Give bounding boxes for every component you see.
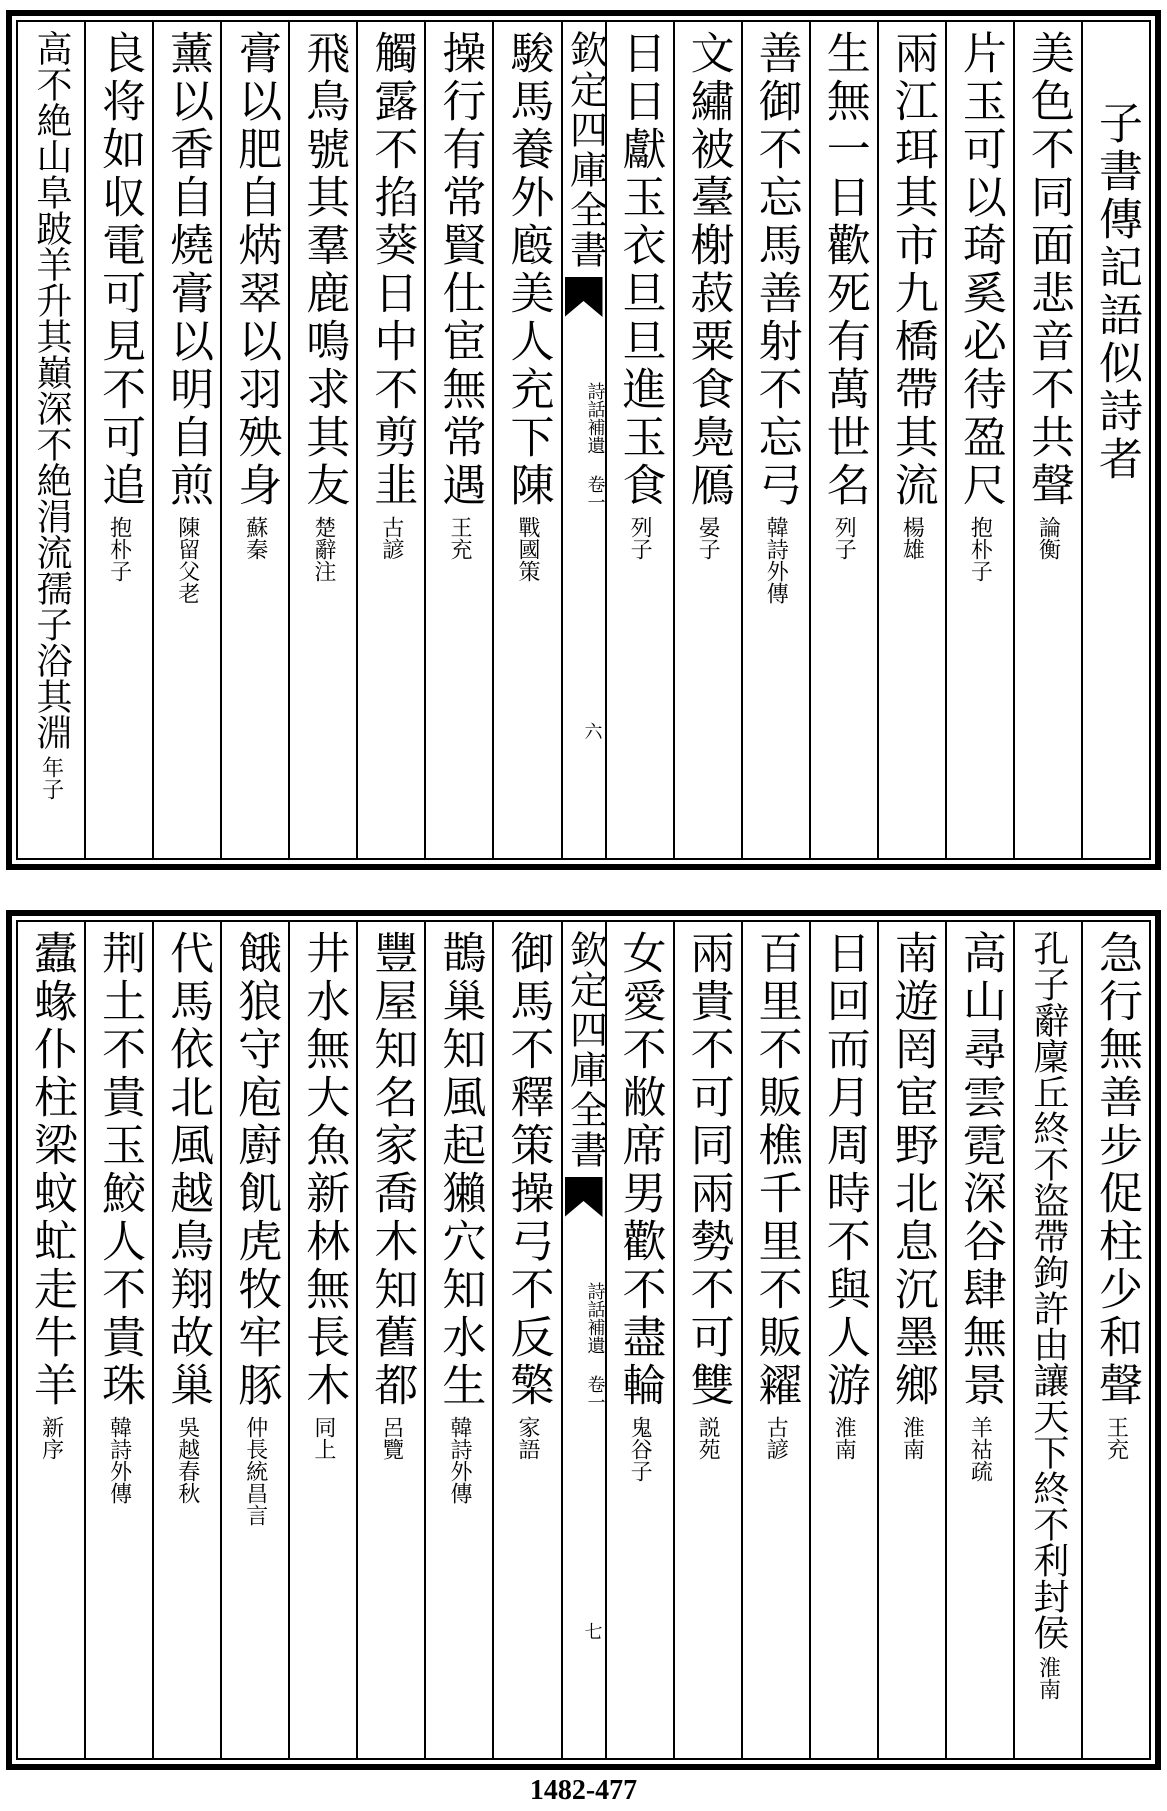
text-column	[492, 22, 560, 858]
column-text: 蠹蝝仆柱梁蚊虻走牛羊	[26, 930, 78, 1410]
column-text: 高山尋雲霓深谷肆無景	[954, 930, 1006, 1410]
center-fold	[561, 22, 608, 858]
source-note: 鬼谷子	[627, 1416, 653, 1482]
text-column	[220, 922, 288, 1758]
column-text: 善御不忘馬善射不忘弓	[750, 30, 802, 510]
text-column	[424, 22, 492, 858]
source-note: 説苑	[695, 1416, 721, 1460]
text-column	[288, 22, 356, 858]
book-title: 欽定四庫全書	[563, 930, 608, 1170]
source-note: 王充	[446, 516, 472, 560]
source-note: 仲長統昌言	[242, 1416, 268, 1526]
text-column	[741, 922, 809, 1758]
source-note: 韓詩外傳	[446, 1416, 472, 1504]
text-column	[877, 22, 945, 858]
text-column	[1081, 22, 1149, 858]
text-column	[356, 922, 424, 1758]
column-text: 高不絶山阜跛羊升其巔深不絶涓流孺子浴其淵	[31, 30, 73, 750]
column-text: 子書傳記語似詩者	[1090, 100, 1142, 484]
center-fold	[561, 922, 608, 1758]
source-note: 蘇秦	[242, 516, 268, 560]
source-note: 楚辭注	[310, 516, 336, 582]
text-column	[492, 922, 560, 1758]
column-text: 孔子辭廩丘終不盜帶鉤許由讓天下終不利封侯	[1027, 930, 1069, 1650]
text-column	[1013, 22, 1081, 858]
column-text: 操行有常賢仕宦無常遇	[434, 30, 486, 510]
page-bottom-frame	[16, 920, 1151, 1760]
source-note: 抱朴子	[967, 516, 993, 582]
source-note: 韓詩外傳	[106, 1416, 132, 1504]
page-number: 六	[581, 722, 603, 740]
column-text: 急行無善步促柱少和聲	[1090, 930, 1142, 1410]
text-column	[220, 22, 288, 858]
column-text: 良将如収電可見不可追	[94, 30, 146, 510]
page-number: 七	[581, 1622, 603, 1640]
text-column	[605, 922, 673, 1758]
source-note: 吳越春秋	[174, 1416, 200, 1504]
column-text: 日日獻玉衣旦旦進玉食	[614, 30, 666, 510]
source-note: 羊祜疏	[967, 1416, 993, 1482]
volume-label: 詩話補遺 卷一	[584, 382, 606, 511]
source-note: 列子	[831, 516, 857, 560]
source-note: 古諺	[763, 1416, 789, 1460]
source-note: 列子	[627, 516, 653, 560]
page-top-frame	[16, 20, 1151, 860]
column-text: 觸露不掐葵日中不剪韭	[366, 30, 418, 510]
column-text: 美色不同面悲音不共聲	[1022, 30, 1074, 510]
catalog-number: 1482-477	[529, 1775, 638, 1806]
column-text: 生無一日歡死有萬世名	[818, 30, 870, 510]
text-column	[605, 22, 673, 858]
column-text: 鵲巢知風起獺穴知水生	[434, 930, 486, 1410]
column-text: 代馬依北風越鳥翔故巢	[162, 930, 214, 1410]
column-text: 豐屋知名家喬木知舊都	[366, 930, 418, 1410]
source-note: 論衡	[1035, 516, 1061, 560]
text-column	[809, 22, 877, 858]
text-column	[673, 22, 741, 858]
column-text: 飛鳥號其羣鹿鳴求其友	[298, 30, 350, 510]
page-bottom	[6, 910, 1161, 1770]
text-column	[1081, 922, 1149, 1758]
text-column	[152, 922, 220, 1758]
fishtail-mark-icon	[565, 1177, 603, 1217]
source-note: 呂覽	[378, 1416, 404, 1460]
volume-label: 詩話補遺 卷一	[584, 1282, 606, 1411]
text-column	[945, 922, 1013, 1758]
text-column	[424, 922, 492, 1758]
column-text: 荆土不貴玉鮫人不貴珠	[94, 930, 146, 1410]
column-text: 井水無大魚新林無長木	[298, 930, 350, 1410]
text-column	[152, 22, 220, 858]
source-note: 陳留父老	[174, 516, 200, 604]
source-note: 晏子	[695, 516, 721, 560]
source-note: 新序	[38, 1416, 64, 1460]
source-note: 淮南	[899, 1416, 925, 1460]
text-column	[18, 22, 84, 858]
column-text: 膏以肥自焫翠以羽殃身	[230, 30, 282, 510]
column-text: 薰以香自燒膏以明自煎	[162, 30, 214, 510]
column-text: 百里不販樵千里不販糴	[750, 930, 802, 1410]
column-text: 文繡被臺榭菽粟食鳧鴈	[682, 30, 734, 510]
column-text: 日回而月周時不與人游	[818, 930, 870, 1410]
source-note: 王充	[1103, 1416, 1129, 1460]
source-note: 家語	[515, 1416, 541, 1460]
source-note: 楊雄	[899, 516, 925, 560]
page-top	[6, 10, 1161, 870]
column-text: 南遊罔宦野北息沉墨鄉	[886, 930, 938, 1410]
source-note: 抱朴子	[106, 516, 132, 582]
fishtail-mark-icon	[565, 277, 603, 317]
source-note: 古諺	[378, 516, 404, 560]
text-column	[809, 922, 877, 1758]
source-note: 同上	[310, 1416, 336, 1460]
column-text: 御馬不釋策操弓不反檠	[502, 930, 554, 1410]
text-column	[741, 22, 809, 858]
column-text: 兩江珥其市九橋帶其流	[886, 30, 938, 510]
text-column	[18, 922, 84, 1758]
source-note: 年子	[38, 756, 64, 800]
text-column	[673, 922, 741, 1758]
text-column	[877, 922, 945, 1758]
column-text: 片玉可以琦奚必待盈尺	[954, 30, 1006, 510]
source-note: 戰國策	[515, 516, 541, 582]
top-columns	[18, 22, 1149, 858]
text-column	[945, 22, 1013, 858]
column-text: 女愛不敝席男歡不盡輪	[614, 930, 666, 1410]
text-column	[84, 922, 152, 1758]
text-column	[84, 22, 152, 858]
text-column	[356, 22, 424, 858]
column-text: 餓狼守庖廚飢虎牧牢豚	[230, 930, 282, 1410]
book-title: 欽定四庫全書	[563, 30, 608, 270]
source-note: 淮南	[831, 1416, 857, 1460]
text-column	[288, 922, 356, 1758]
source-note: 韓詩外傳	[763, 516, 789, 604]
column-text: 兩貴不可同兩勢不可雙	[682, 930, 734, 1410]
column-text: 駿馬養外廏美人充下陳	[502, 30, 554, 510]
source-note: 淮南	[1035, 1656, 1061, 1700]
bottom-columns	[18, 922, 1149, 1758]
text-column	[1013, 922, 1081, 1758]
